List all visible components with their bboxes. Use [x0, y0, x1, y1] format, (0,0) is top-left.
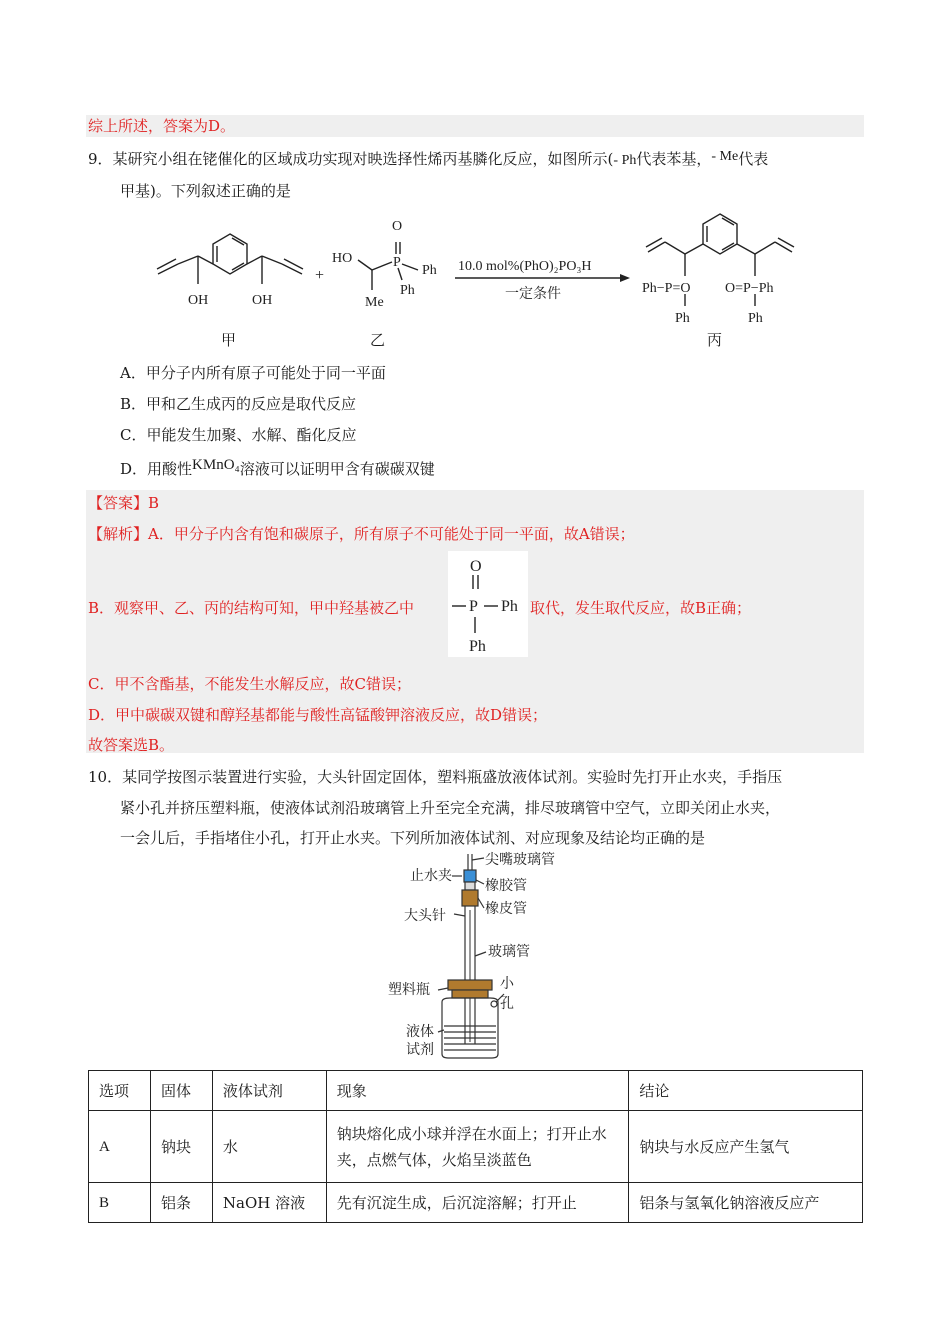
svg-text:Ph−P=O: Ph−P=O [642, 281, 691, 296]
option-d [120, 458, 435, 479]
option-c [120, 424, 357, 445]
label-bing: 丙 [707, 331, 723, 349]
condition-top: 10.0 mol%(PhO)₂PO₃H [458, 259, 592, 274]
svg-text:OH: OH [188, 293, 209, 308]
analysis-a [88, 524, 635, 544]
label-liquid-2: 试剂 [406, 1042, 434, 1058]
condition-bottom: 一定条件 [505, 287, 561, 302]
q9-stem-part2: 代表苯基， [636, 150, 712, 168]
row-b-option: B [89, 1183, 151, 1223]
label-glass-tube: 玻璃管 [488, 944, 530, 960]
label-yi: 乙 [370, 331, 386, 349]
q10-stem-line3: 一会儿后，手指堵住小孔，打开止水夹。下列所加液体试剂、对应现象及结论均正确的是 [120, 829, 706, 847]
q9-stem-line1 [88, 149, 768, 171]
svg-text:Ph: Ph [400, 283, 415, 298]
header-option: 选项 [89, 1071, 151, 1111]
label-jia: 甲 [221, 331, 237, 349]
label-tip-tube: 尖嘴玻璃管 [485, 852, 555, 868]
q10-stem-text1: 某同学按图示装置进行实验，大头针固定固体，塑料瓶盛放液体试剂。实验时先打开止水夹，手指压 [122, 768, 783, 786]
q9-number: 9． [88, 150, 113, 168]
option-d-formula: KMnO₄ [192, 457, 240, 473]
row-a-phenomenon: 钠块熔化成小球并浮在水面上；打开止水夹，点燃气体，火焰呈淡蓝色 [326, 1111, 629, 1183]
summary-line: 综上所述，答案为D。 [88, 117, 236, 135]
svg-text:Ph: Ph [422, 263, 437, 278]
ph-symbol: - Ph [613, 153, 637, 168]
row-b-liquid: NaOH 溶液 [212, 1183, 326, 1223]
svg-text:O: O [470, 558, 482, 575]
plus-sign: + [315, 267, 325, 284]
q9-stem-part1: 某研究小组在铑催化的区域成功实现对映选择性烯丙基膦化反应，如图所示( [112, 150, 614, 168]
label-rubber-stopper: 橡皮管 [485, 901, 527, 917]
option-a-text: 甲分子内所有原子可能处于同一平面 [145, 364, 386, 382]
label-clamp: 止水夹 [410, 868, 452, 884]
q9-stem-part3: 代表 [738, 150, 769, 168]
row-b-conclusion: 铝条与氢氧化钠溶液反应产 [629, 1183, 863, 1223]
svg-text:OH: OH [252, 293, 273, 308]
p-ph-group-figure [448, 551, 528, 657]
analysis-conclusion: 故答案选B。 [88, 736, 175, 754]
svg-text:HO: HO [332, 251, 353, 266]
svg-text:O: O [392, 219, 403, 234]
row-b-phenomenon: 先有沉淀生成，后沉淀溶解；打开止 [326, 1183, 629, 1223]
option-d-after: 溶液可以证明甲含有碳碳双键 [239, 460, 435, 478]
option-c-text: 甲能发生加聚、水解、酯化反应 [146, 426, 357, 444]
analysis-tag: 【解析】 [88, 525, 149, 543]
label-pin: 大头针 [404, 908, 446, 924]
answer-tag: 【答案】B [88, 494, 160, 512]
analysis-c: C．甲不含酯基，不能发生水解反应，故C错误； [88, 675, 411, 693]
label-bottle: 塑料瓶 [388, 982, 430, 998]
header-conclusion: 结论 [629, 1071, 863, 1111]
option-a [120, 362, 386, 383]
option-b-text: 甲和乙生成丙的反应是取代反应 [146, 395, 357, 413]
q10-number: 10． [88, 768, 123, 786]
table-header-row [89, 1071, 863, 1111]
row-a-liquid: 水 [212, 1111, 326, 1183]
label-hole-1: 小 [500, 976, 514, 992]
label-rubber-tube: 橡胶管 [485, 878, 527, 894]
header-liquid: 液体试剂 [212, 1071, 326, 1111]
option-d-key: D． [120, 460, 148, 478]
me-symbol: - Me [711, 149, 739, 164]
option-c-key: C． [120, 426, 147, 444]
header-solid: 固体 [150, 1071, 212, 1111]
option-b-key: B． [120, 395, 147, 413]
option-a-key: A． [120, 364, 146, 382]
svg-text:P: P [393, 255, 401, 270]
option-d-before: 用酸性 [147, 460, 193, 478]
compound-jia-structure [157, 234, 303, 284]
svg-text:Me: Me [365, 295, 384, 310]
table-row [89, 1111, 863, 1183]
table-row [89, 1183, 863, 1223]
row-a-solid: 钠块 [150, 1111, 212, 1183]
svg-text:P: P [469, 598, 478, 615]
reaction-scheme [140, 212, 820, 332]
label-hole-2: 孔 [500, 996, 514, 1012]
analysis-d: D．甲中碳碳双键和醇羟基都能与酸性高锰酸钾溶液反应，故D错误； [88, 706, 548, 724]
q9-stem-line2: 甲基)。下列叙述正确的是 [120, 182, 291, 200]
q10-stem-line2: 紧小孔并挤压塑料瓶，使液体试剂沿玻璃管上升至完全充满，排尽玻璃管中空气，立即关闭止水夹， [120, 799, 781, 817]
analysis-b-part2: 取代，发生取代反应，故B正确； [530, 599, 752, 617]
analysis-a-text: A．甲分子内含有饱和碳原子，所有原子不可能处于同一平面，故A错误； [148, 525, 635, 543]
svg-text:Ph: Ph [501, 598, 518, 615]
row-b-solid: 铝条 [150, 1183, 212, 1223]
apparatus-figure [380, 850, 580, 1064]
q10-table [88, 1070, 863, 1223]
option-b [120, 393, 356, 414]
header-phenomenon: 现象 [326, 1071, 629, 1111]
svg-text:O=P−Ph: O=P−Ph [725, 281, 774, 296]
analysis-b-part1: B．观察甲、乙、丙的结构可知，甲中羟基被乙中 [88, 599, 415, 617]
row-a-option: A [89, 1111, 151, 1183]
svg-text:Ph: Ph [675, 311, 690, 326]
svg-text:Ph: Ph [748, 311, 763, 326]
q10-stem-line1 [88, 767, 782, 787]
svg-text:Ph: Ph [469, 638, 486, 655]
row-a-conclusion: 钠块与水反应产生氢气 [629, 1111, 863, 1183]
label-liquid-1: 液体 [406, 1024, 434, 1040]
